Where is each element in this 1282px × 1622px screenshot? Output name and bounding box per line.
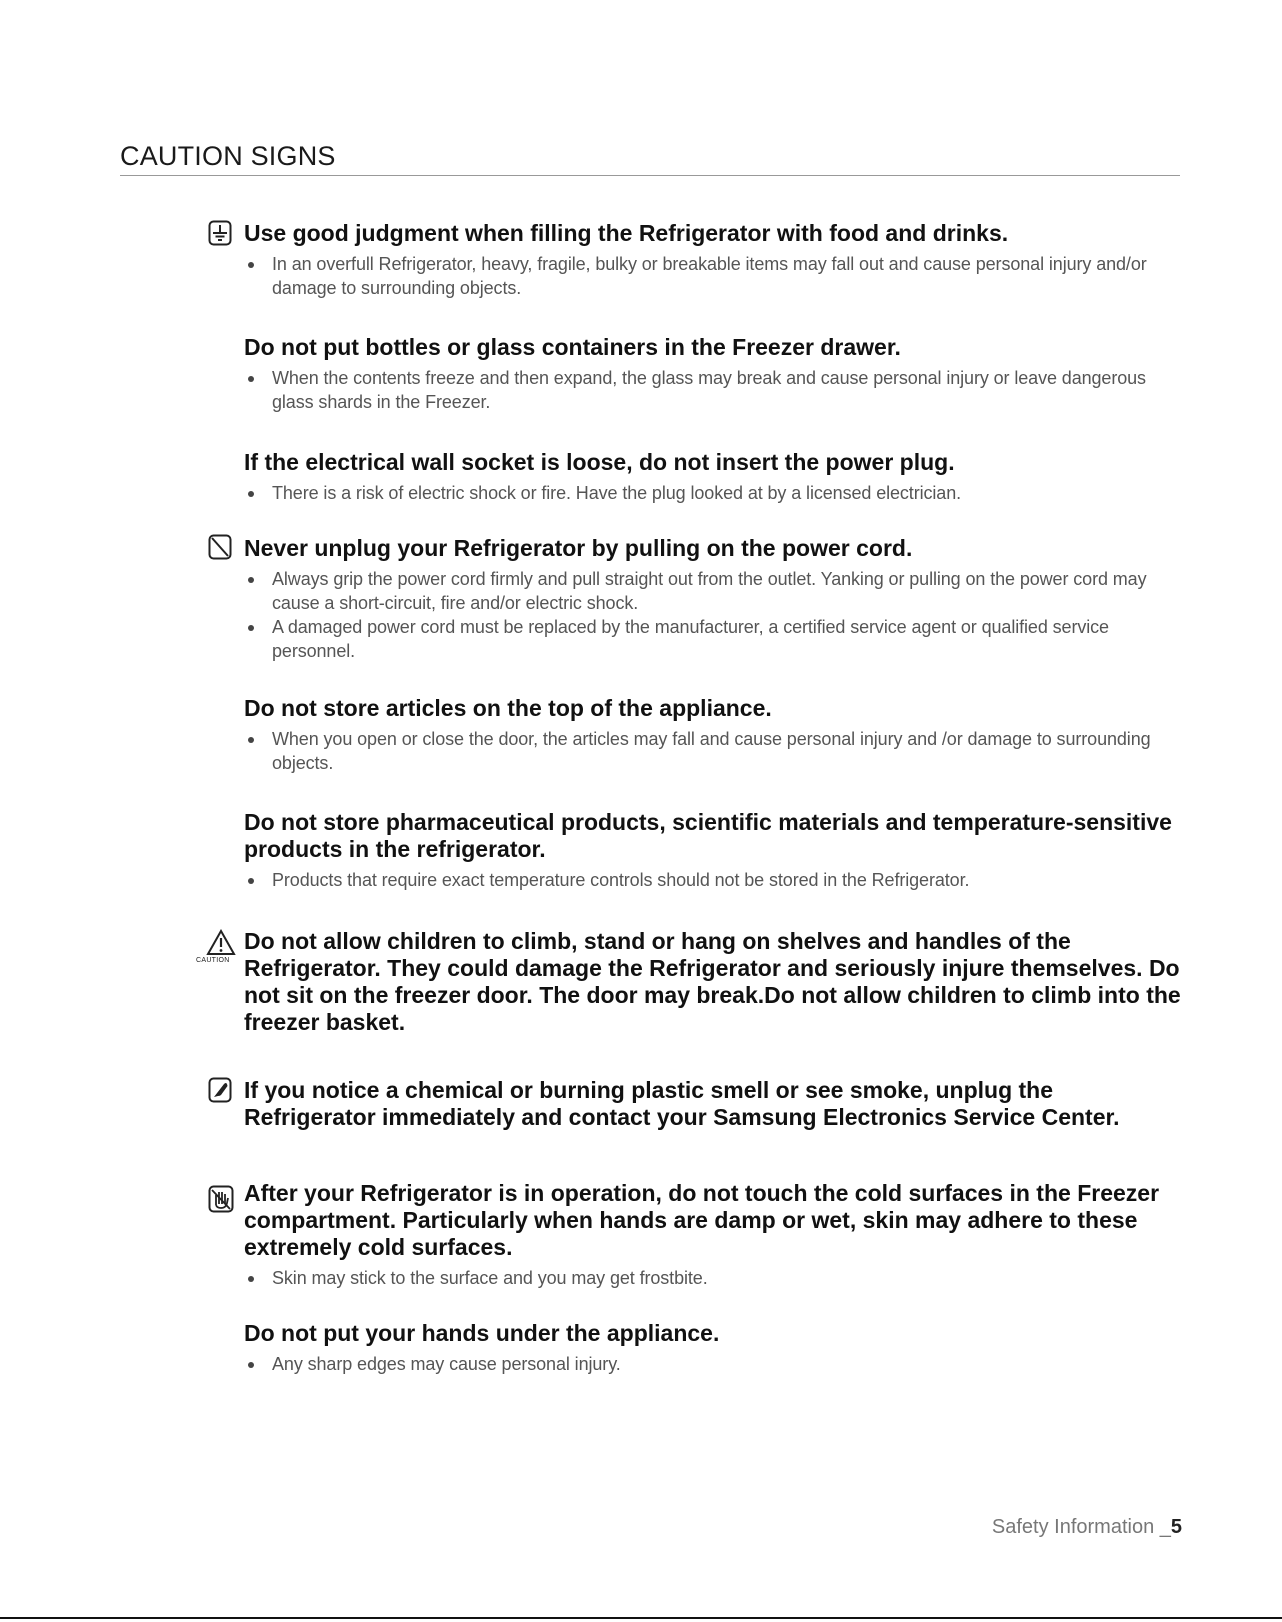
no-touch-hand-icon [208,1185,234,1213]
ground-plug-icon [208,220,232,246]
caution-heading: Do not store articles on the top of the appliance. [244,695,772,721]
caution-heading: Do not put bottles or glass containers in the Freezer drawer. [244,334,901,360]
caution-heading: After your Refrigerator is in operation, do not touch the cold surfaces in the Freezer compartment. Particularly when hands are damp or wet, skin may adhere to these extremely cold surfaces. [244,1180,1160,1260]
caution-item [244,1320,1184,1376]
bullet-item: Skin may stick to the surface and you may get frostbite. [244,1266,1184,1290]
caution-label: CAUTION [196,957,230,964]
bullet-list [244,252,1184,300]
caution-item [244,334,1184,414]
bullet-list [244,481,1184,505]
caution-item [244,1077,1184,1131]
footer-section-label: Safety Information _ [991,1516,1171,1538]
caution-heading: Do not allow children to climb, stand or hang on shelves and handles of the Refrigerator. They could damage the Refrigerator and seriously injure themselves. Do not sit on the freezer door. The door may break.Do not allow children to climb into the freezer basket. [244,928,1181,1035]
bullet-item: Products that require exact temperature controls should not be stored in the Refrigerator. [244,868,1184,892]
caution-heading: Use good judgment when filling the Refrigerator with food and drinks. [244,220,1009,246]
caution-heading: Do not put your hands under the appliance. [244,1320,720,1346]
bullet-item: Any sharp edges may cause personal injury. [244,1352,1184,1376]
bullet-list [244,1266,1184,1290]
caution-item [244,449,1184,505]
bullet-list [244,868,1184,892]
page-number: 5 [1170,1516,1182,1538]
phone-icon [208,1077,232,1103]
section-title: CAUTION SIGNS [120,140,1180,176]
bullet-item: When the contents freeze and then expand, the glass may break and cause personal injury or leave dangerous glass shards in the Freezer. [244,366,1184,414]
caution-item [244,1180,1184,1290]
prohibition-icon [208,534,232,560]
caution-heading: Never unplug your Refrigerator by pulling on the power cord. [244,535,913,561]
caution-heading: If you notice a chemical or burning plastic smell or see smoke, unplug the Refrigerator immediately and contact your Samsung Electronics Service Center. [244,1077,1120,1130]
bullet-item: In an overfull Refrigerator, heavy, fragile, bulky or breakable items may fall out and cause personal injury and/or damage to surrounding objects. [244,252,1184,300]
bullet-item: A damaged power cord must be replaced by the manufacturer, a certified service agent or qualified service personnel. [244,615,1184,663]
bullet-list [244,727,1184,775]
caution-item [244,535,1184,663]
bullet-list [244,366,1184,414]
bullet-item: There is a risk of electric shock or fire. Have the plug looked at by a licensed electrician. [244,481,1184,505]
bullet-item: When you open or close the door, the articles may fall and cause personal injury and /or damage to surrounding objects. [244,727,1184,775]
bullet-item: Always grip the power cord firmly and pull straight out from the outlet. Yanking or pulling on the power cord may cause a short-circuit, fire and/or electric shock. [244,567,1184,615]
caution-triangle-icon [206,929,236,956]
caution-item [244,695,1184,775]
page-footer [992,1516,1182,1539]
bullet-list [244,1352,1184,1376]
bullet-list [244,567,1184,663]
caution-heading: Do not store pharmaceutical products, scientific materials and temperature-sensitive products in the refrigerator. [244,809,1172,862]
caution-item [244,220,1184,300]
caution-heading: If the electrical wall socket is loose, do not insert the power plug. [244,449,955,475]
caution-item [244,809,1184,892]
caution-item [244,928,1184,1036]
bottom-rule [0,1617,1282,1619]
